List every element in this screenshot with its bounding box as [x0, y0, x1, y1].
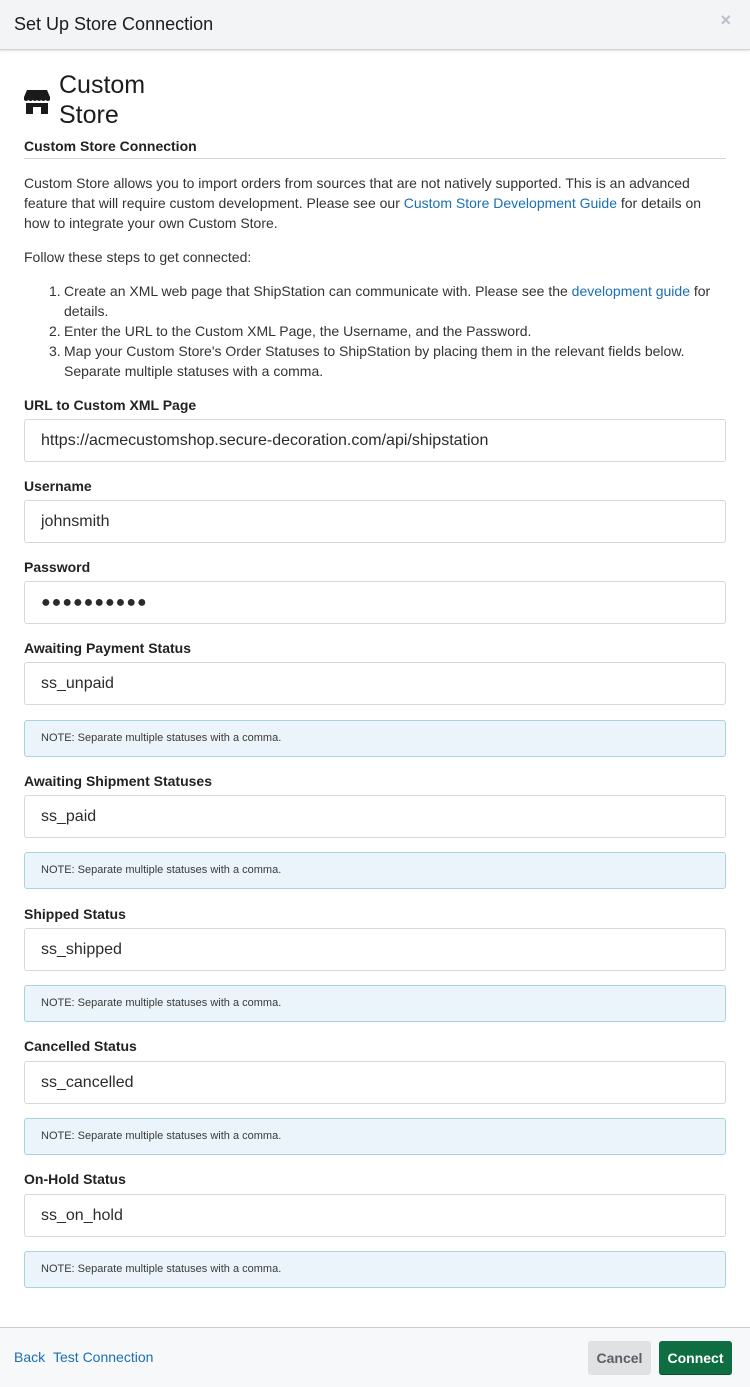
step-item — [24, 281, 726, 321]
test-connection-link[interactable]: Test Connection — [53, 1349, 154, 1365]
url-label: URL to Custom XML Page — [24, 397, 197, 413]
step-text: Create an XML web page that ShipStation can communicate with. Please see the — [64, 283, 572, 299]
modal-footer — [0, 1327, 750, 1387]
intro-text-before: Custom Store allows you to import orders from sources that are not natively supported. This is an advanced feature that will require custom development. Please see our — [24, 175, 690, 211]
cancelled-label: Cancelled Status — [24, 1038, 137, 1054]
awaiting-payment-note: NOTE: Separate multiple statuses with a comma. — [24, 720, 726, 757]
awaiting-payment-input[interactable]: ss_unpaid — [24, 662, 726, 705]
step-number: 3. — [49, 343, 61, 359]
step-text-after: for details. — [64, 283, 711, 319]
intro-text — [24, 173, 726, 233]
username-label: Username — [24, 478, 92, 494]
step-text: Map your Custom Store's Order Statuses to ShipStation by placing them in the relevant fields below. Separate multiple statuses with a comma. — [64, 343, 685, 379]
password-label: Password — [24, 559, 91, 575]
section-title: Custom Store Connection — [24, 138, 726, 159]
step-item — [24, 341, 726, 381]
storefront-icon — [24, 86, 50, 116]
on-hold-label: On-Hold Status — [24, 1171, 126, 1187]
modal-header — [0, 0, 750, 50]
back-link[interactable]: Back — [14, 1349, 46, 1365]
step-number: 1. — [49, 283, 61, 299]
on-hold-input[interactable]: ss_on_hold — [24, 1194, 726, 1237]
development-guide-link[interactable]: development guide — [571, 283, 690, 299]
step-number: 2. — [49, 323, 61, 339]
step-text: Enter the URL to the Custom XML Page, the Username, and the Password. — [64, 323, 532, 339]
awaiting-shipment-label: Awaiting Shipment Statuses — [24, 773, 212, 789]
close-icon[interactable]: × — [720, 10, 731, 30]
follow-text: Follow these steps to get connected: — [24, 249, 252, 265]
username-input[interactable]: johnsmith — [24, 500, 726, 543]
steps-list — [24, 281, 726, 381]
on-hold-note: NOTE: Separate multiple statuses with a comma. — [24, 1251, 726, 1288]
connect-button[interactable]: Connect — [659, 1341, 732, 1375]
awaiting-payment-label: Awaiting Payment Status — [24, 640, 192, 656]
awaiting-shipment-input[interactable]: ss_paid — [24, 795, 726, 838]
cancelled-input[interactable]: ss_cancelled — [24, 1061, 726, 1104]
url-input[interactable]: https://acmecustomshop.secure-decoration.com/api/shipstation — [24, 419, 726, 462]
dev-guide-link[interactable]: Custom Store Development Guide — [403, 195, 617, 211]
cancelled-note: NOTE: Separate multiple statuses with a comma. — [24, 1118, 726, 1155]
shipped-label: Shipped Status — [24, 906, 126, 922]
store-name: Custom Store — [59, 71, 146, 129]
awaiting-shipment-note: NOTE: Separate multiple statuses with a comma. — [24, 852, 726, 889]
password-input[interactable]: ●●●●●●●●●● — [24, 581, 726, 624]
cancel-button[interactable]: Cancel — [588, 1341, 651, 1375]
shipped-note: NOTE: Separate multiple statuses with a comma. — [24, 985, 726, 1022]
shipped-input[interactable]: ss_shipped — [24, 928, 726, 971]
step-item — [24, 321, 726, 341]
intro-text-after: for details on how to integrate your own Custom Store. — [24, 195, 702, 231]
modal-title: Set Up Store Connection — [14, 14, 214, 34]
